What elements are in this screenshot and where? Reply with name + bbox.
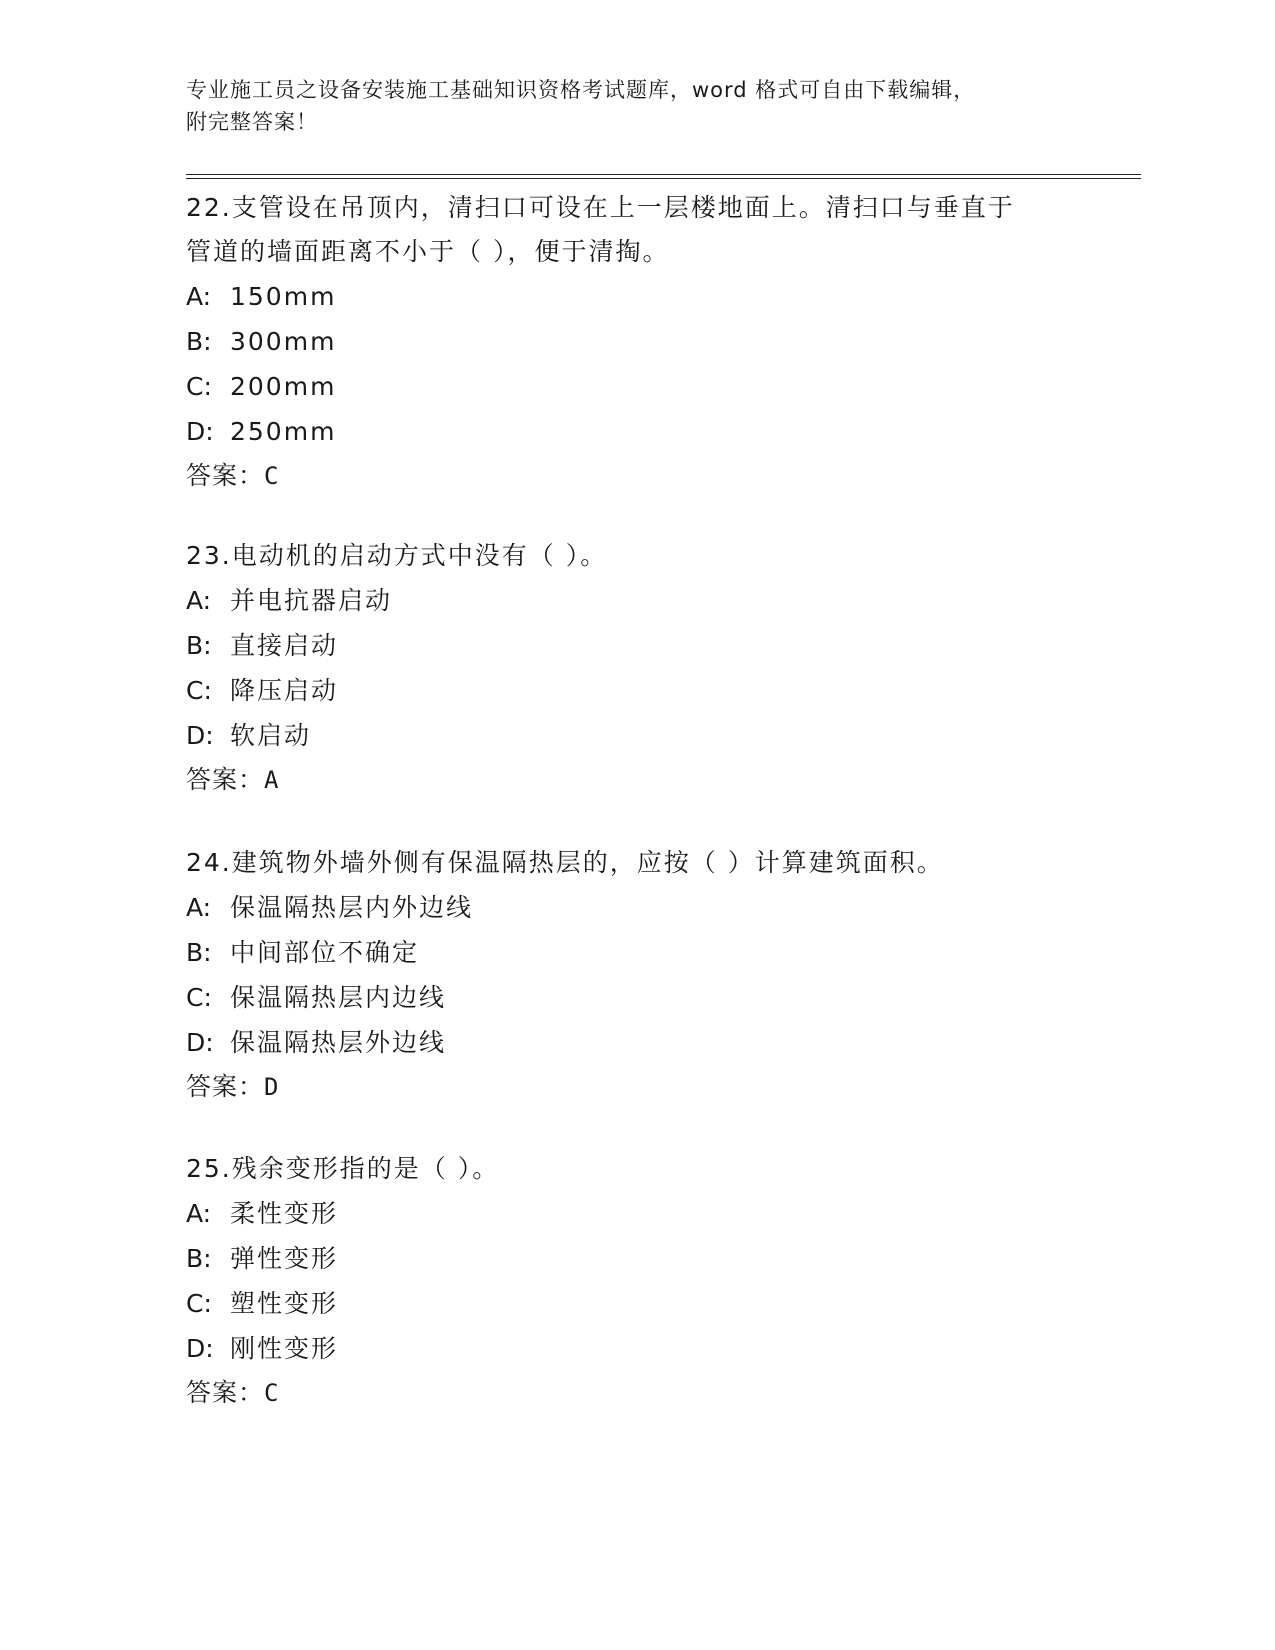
option-a [186, 885, 1141, 930]
option-text: 刚性变形 [230, 1334, 339, 1363]
question-stem-line-1: 22.支管设在吊顶内，清扫口可设在上一层楼地面上。清扫口与垂直于 [186, 193, 1015, 222]
question-stem-line-1: 25.残余变形指的是（ ）。 [186, 1154, 500, 1183]
option-c [186, 668, 1141, 713]
header-double-rule [186, 174, 1141, 179]
option-text: 保温隔热层外边线 [230, 1028, 447, 1057]
option-text: 并电抗器启动 [230, 586, 393, 615]
option-b [186, 319, 1141, 364]
option-letter: C: [186, 372, 212, 401]
option-letter: B: [186, 327, 212, 356]
option-letter: D: [186, 1334, 214, 1363]
option-c [186, 975, 1141, 1020]
page-header [186, 74, 1086, 138]
question-stem-line-1: 24.建筑物外墙外侧有保温隔热层的，应按（ ）计算建筑面积。 [186, 848, 944, 877]
option-letter: A: [186, 1199, 212, 1228]
answer-label: 答案： [186, 766, 265, 794]
option-letter: D: [186, 721, 214, 750]
option-letter: C: [186, 676, 212, 705]
answer-value: D [264, 1073, 280, 1101]
option-text: 塑性变形 [230, 1289, 339, 1318]
answer-value: A [264, 766, 280, 794]
option-c [186, 1281, 1141, 1326]
option-d [186, 1326, 1141, 1371]
option-b [186, 623, 1141, 668]
option-text: 保温隔热层内外边线 [230, 893, 474, 922]
question-23 [186, 534, 1141, 802]
option-text: 250mm [230, 417, 337, 446]
option-b [186, 1236, 1141, 1281]
option-letter: C: [186, 1289, 212, 1318]
option-text: 200mm [230, 372, 337, 401]
option-letter: A: [186, 586, 212, 615]
option-d [186, 713, 1141, 758]
question-24 [186, 841, 1141, 1109]
option-letter: A: [186, 282, 212, 311]
option-text: 直接启动 [230, 631, 339, 660]
option-a [186, 274, 1141, 319]
option-letter: B: [186, 631, 212, 660]
answer [186, 1065, 1141, 1109]
question-stem-line-1: 23.电动机的启动方式中没有（ ）。 [186, 541, 608, 570]
question-stem-line-2: 管道的墙面距离不小于（ ），便于清掏。 [186, 237, 670, 266]
answer [186, 454, 1141, 498]
option-text: 柔性变形 [230, 1199, 339, 1228]
header-line-1: 专业施工员之设备安装施工基础知识资格考试题库，word 格式可自由下载编辑， [186, 78, 976, 102]
answer-value: C [264, 462, 280, 490]
option-text: 保温隔热层内边线 [230, 983, 447, 1012]
answer-label: 答案： [186, 462, 265, 490]
answer [186, 1371, 1141, 1415]
option-letter: B: [186, 938, 212, 967]
option-text: 弹性变形 [230, 1244, 339, 1273]
answer-label: 答案： [186, 1073, 265, 1101]
option-a [186, 578, 1141, 623]
header-line-2: 附完整答案！ [186, 110, 318, 134]
option-text: 300mm [230, 327, 337, 356]
option-d [186, 409, 1141, 454]
option-text: 中间部位不确定 [230, 938, 420, 967]
answer [186, 758, 1141, 802]
option-b [186, 930, 1141, 975]
option-c [186, 364, 1141, 409]
option-text: 软启动 [230, 721, 312, 750]
option-a [186, 1191, 1141, 1236]
option-letter: D: [186, 1028, 214, 1057]
question-25 [186, 1147, 1141, 1415]
option-letter: A: [186, 893, 212, 922]
option-letter: C: [186, 983, 212, 1012]
option-text: 降压启动 [230, 676, 339, 705]
option-d [186, 1020, 1141, 1065]
option-letter: B: [186, 1244, 212, 1273]
answer-label: 答案： [186, 1379, 265, 1407]
question-22 [186, 186, 1141, 498]
option-text: 150mm [230, 282, 337, 311]
option-letter: D: [186, 417, 214, 446]
answer-value: C [264, 1379, 280, 1407]
